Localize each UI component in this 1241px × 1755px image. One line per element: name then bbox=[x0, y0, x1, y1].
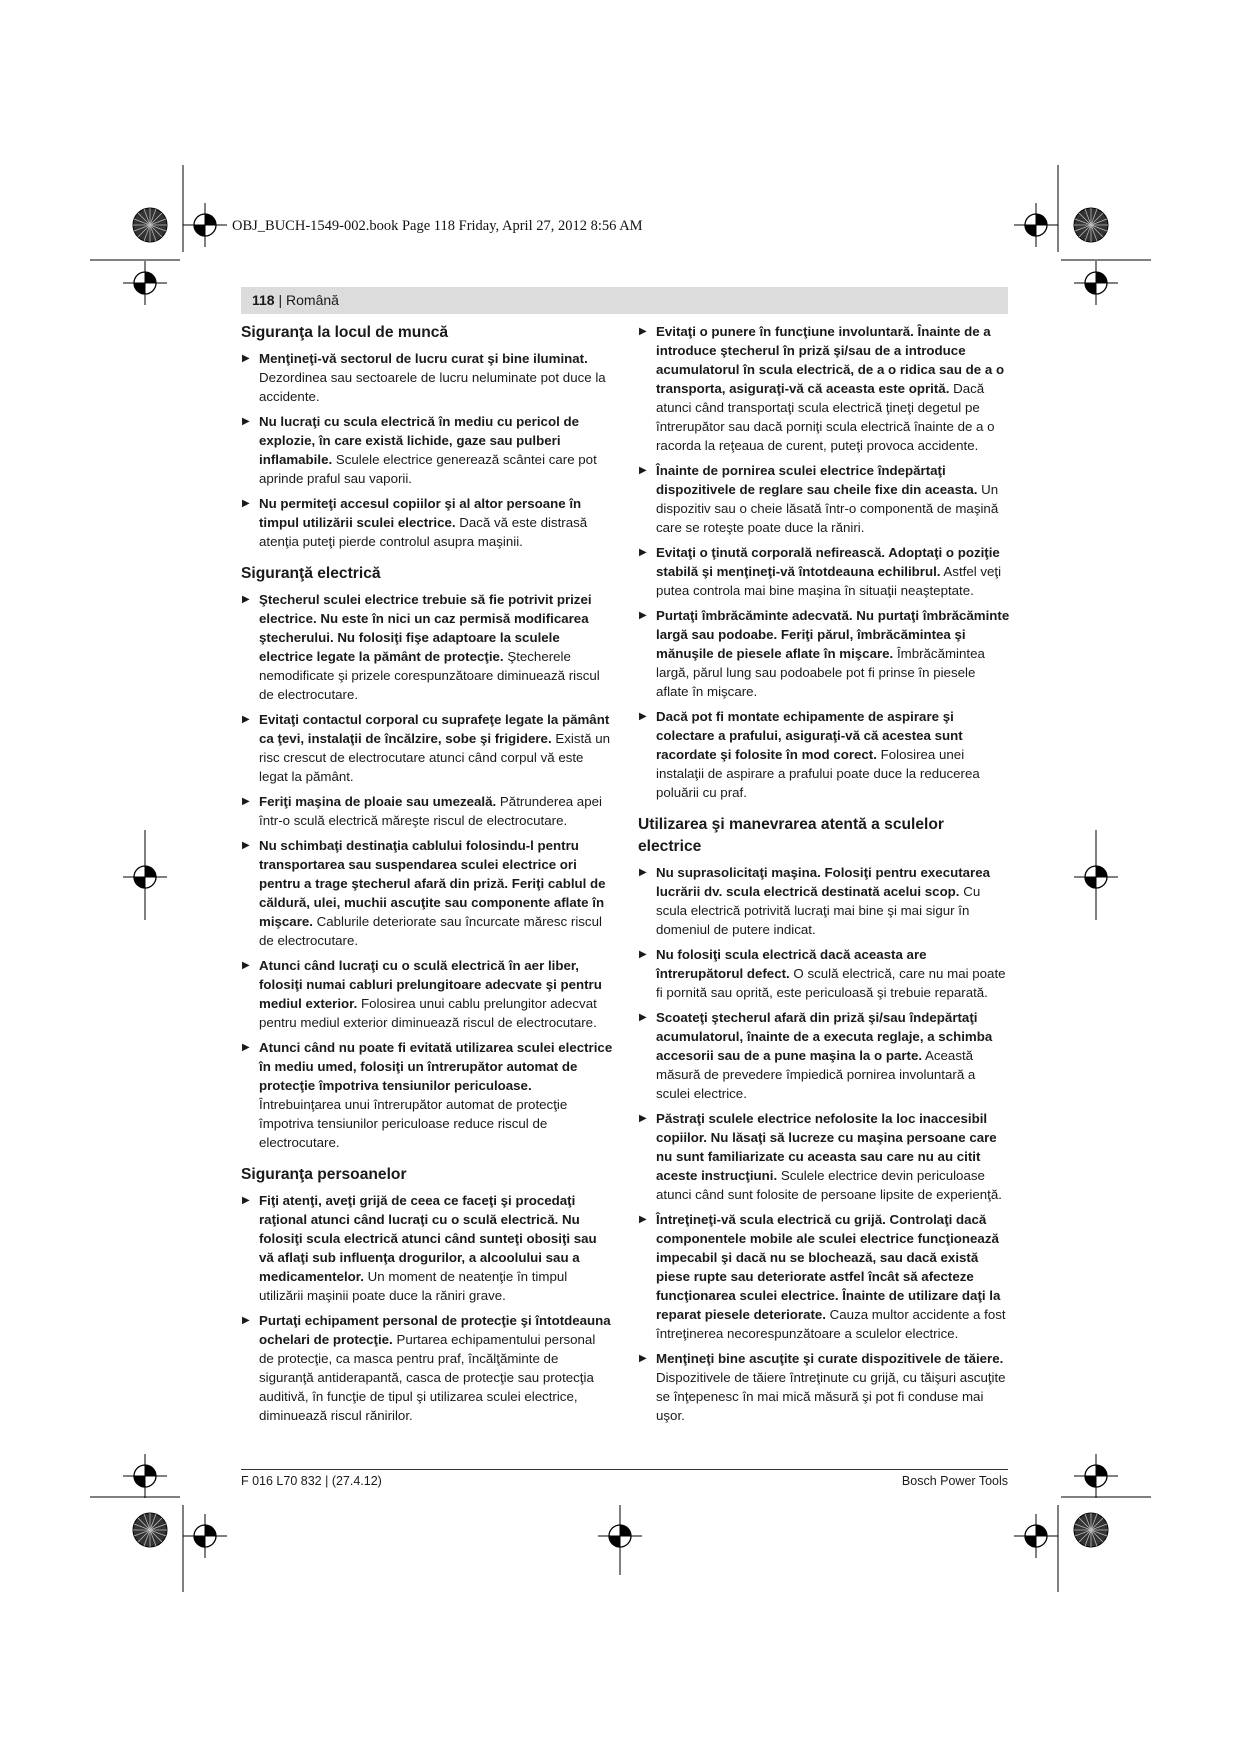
bullet-arrow-icon: ▶ bbox=[639, 711, 647, 722]
bullet-arrow-icon: ▶ bbox=[639, 326, 647, 337]
page-number: 118 bbox=[252, 292, 275, 308]
list-item: ▶ Purtaţi echipament personal de protecţie şi întotdeauna ochelari de protecţie. Purtarea echipamentului personal de protecţie, ca masca pentru praf, încălţăminte de siguranţă antiderapantă, casca de protecţie sau protecţia auditivă, în funcţie de tipul şi utilizarea sculei electrice, diminuează riscul rănirilor. bbox=[242, 1313, 611, 1423]
page-separator: | bbox=[274, 292, 287, 308]
page-language: Română bbox=[286, 292, 339, 308]
bullet-arrow-icon: ▶ bbox=[242, 416, 250, 427]
bullet-arrow-icon: ▶ bbox=[639, 1012, 647, 1023]
list-item: ▶ Nu schimbaţi destinaţia cablului folosindu-l pentru transportarea sau suspendarea sculei electrice ori pentru a trage ştecherul afară din priză. Feriţi cablul de căldură, ulei, muchii ascuţite sau componente aflate în mişcare. Cablurile deteriorate sau încurcate măresc riscul de electrocutare. bbox=[242, 838, 606, 948]
bullet-arrow-icon: ▶ bbox=[639, 949, 647, 960]
right-column bbox=[638, 322, 1010, 1431]
bullet-arrow-icon: ▶ bbox=[242, 1195, 250, 1206]
left-column bbox=[241, 322, 613, 1431]
list-item: ▶ Atunci când lucraţi cu o sculă electrică în aer liber, folosiţi numai cabluri prelungitoare adecvate şi pentru mediul exterior. Folosirea unui cablu prelungitor adecvat pentru mediul exterior diminuează riscul de electrocutare. bbox=[242, 958, 602, 1030]
section-title: Siguranţă electrică bbox=[241, 565, 381, 582]
section-title: Siguranţa la locul de muncă bbox=[241, 324, 449, 341]
bullet-arrow-icon: ▶ bbox=[242, 840, 250, 851]
list-item: ▶ Păstraţi sculele electrice nefolosite la loc inaccesibil copiilor. Nu lăsaţi să lucreze cu maşina persoane care nu sunt familiarizate cu aceasta sau care nu au citit aceste instrucţiuni. Sculele electrice devin periculoase atunci când sunt folosite de persoane lipsite de experienţă. bbox=[639, 1111, 1002, 1202]
list-item: ▶ Menţineţi-vă sectorul de lucru curat şi bine iluminat. Dezordinea sau sectoarele de lucru neluminate pot duce la accidente. bbox=[242, 351, 606, 404]
page-header-band bbox=[241, 287, 1008, 314]
list-item: ▶ Fiţi atenţi, aveţi grijă de ceea ce faceţi şi procedaţi raţional atunci când lucraţi cu o sculă electrică. Nu folosiţi scula electrică atunci când sunteţi obosiţi sau vă aflaţi sub influenţa drogurilor, a alcoolului sau a medicamentelor. Un moment de neatenţie în timpul utilizării maşinii poate duce la răniri grave. bbox=[242, 1193, 597, 1303]
list-item: ▶ Atunci când nu poate fi evitată utilizarea sculei electrice în mediu umed, folosiţi un întrerupător automat de protecţie împotriva tensiunilor periculoase. Întrebuinţarea unui întrerupător automat de protecţie împotriva tensiunilor periculoase reduce riscul de electrocutare. bbox=[242, 1040, 613, 1150]
list-item: ▶ Evitaţi o ţinută corporală nefirească. Adoptaţi o poziţie stabilă şi menţineţi-vă întotdeauna echilibrul. Astfel veţi putea controla mai bine maşina în situaţii neaşteptate. bbox=[639, 545, 1002, 598]
bullet-arrow-icon: ▶ bbox=[639, 1353, 647, 1364]
page-header bbox=[252, 292, 339, 308]
list-item: ▶ Nu folosiţi scula electrică dacă aceasta are întrerupătorul defect. O sculă electrică, care nu mai poate fi pornită sau oprită, este periculoasă şi trebuie reparată. bbox=[639, 947, 1006, 1000]
list-item: ▶ Dacă pot fi montate echipamente de aspirare şi colectare a prafului, asiguraţi-vă că acestea sunt racordate şi folosite în mod corect. Folosirea unei instalaţii de aspirare a prafului poate duce la reducerea poluării cu praf. bbox=[639, 709, 980, 800]
bullet-arrow-icon: ▶ bbox=[639, 610, 647, 621]
list-item: ▶ Înainte de pornirea sculei electrice îndepărtaţi dispozitivele de reglare sau cheile fixe din aceasta. Un dispozitiv sau o cheie lăsată într-o componentă de maşină care se roteşte poate duce la răniri. bbox=[639, 463, 999, 535]
list-item: ▶ Nu lucraţi cu scula electrică în mediu cu pericol de explozie, în care există lichide, gaze sau pulberi inflamabile. Sculele electrice generează scântei care pot aprinde praful sau vaporii. bbox=[242, 414, 597, 486]
bullet-arrow-icon: ▶ bbox=[242, 1042, 250, 1053]
bullet-arrow-icon: ▶ bbox=[639, 465, 647, 476]
bullet-arrow-icon: ▶ bbox=[242, 353, 250, 364]
bullet-arrow-icon: ▶ bbox=[639, 547, 647, 558]
bullet-arrow-icon: ▶ bbox=[242, 796, 250, 807]
bullet-arrow-icon: ▶ bbox=[242, 594, 250, 605]
section-title: Siguranţa persoanelor bbox=[241, 1166, 407, 1183]
bullet-arrow-icon: ▶ bbox=[639, 867, 647, 878]
list-item: ▶ Feriţi maşina de ploaie sau umezeală. Pătrunderea apei într-o sculă electrică măreşte riscul de electrocutare. bbox=[242, 794, 602, 828]
footer-brand: Bosch Power Tools bbox=[901, 1474, 1008, 1488]
book-header: OBJ_BUCH-1549-002.book Page 118 Friday, April 27, 2012 8:56 AM bbox=[232, 218, 643, 234]
list-item: ▶ Purtaţi îmbrăcăminte adecvată. Nu purtaţi îmbrăcăminte largă sau podoabe. Feriţi părul, îmbrăcămintea şi mănuşile de piesele aflate în mişcare. Îmbrăcămintea largă, părul lung sau podoabele pot fi prinse în piesele aflate în mişcare. bbox=[639, 608, 1010, 699]
list-item: ▶ Nu permiteţi accesul copiilor şi al altor persoane în timpul utilizării sculei electrice. Dacă vă este distrasă atenţia puteţi pierde controlul asupra maşinii. bbox=[242, 496, 588, 549]
list-item: ▶ Menţineţi bine ascuţite şi curate dispozitivele de tăiere. Dispozitivele de tăiere întreţinute cu grijă, cu tăişuri ascuţite se înţepenesc în mai mică măsură şi pot fi conduse mai uşor. bbox=[639, 1351, 1006, 1423]
list-item: ▶ Evitaţi o punere în funcţiune involuntară. Înainte de a introduce ştecherul în priză şi/sau de a introduce acumulatorul în scula electrică, de a o ridica sau de a o transporta, asiguraţi-vă că aceasta este oprită. Dacă atunci când transportaţi scula electrică ţineţi degetul pe întrerupător sau dacă porniţi scula electrică înainte de a o racorda la reţeaua de curent, puteţi provoca accidente. bbox=[639, 324, 1005, 453]
list-item: ▶ Evitaţi contactul corporal cu suprafeţe legate la pământ ca ţevi, instalaţii de încălzire, sobe şi frigidere. Există un risc crescut de electrocutare atunci când corpul vă este legat la pământ. bbox=[242, 712, 611, 784]
bullet-arrow-icon: ▶ bbox=[242, 960, 250, 971]
list-item: ▶ Ştecherul sculei electrice trebuie să fie potrivit prizei electrice. Nu este în nici un caz permisă modificarea ştecherului. Nu folosiţi fişe adaptoare la sculele electrice legate la pământ de protecţie. Ştecherele nemodificate şi prizele corespunzătoare diminuează riscul de electrocutare. bbox=[242, 592, 600, 702]
bullet-arrow-icon: ▶ bbox=[242, 498, 250, 509]
footer-divider bbox=[241, 1469, 1008, 1470]
footer-doc-code: F 016 L70 832 | (27.4.12) bbox=[241, 1474, 382, 1488]
bullet-arrow-icon: ▶ bbox=[242, 714, 250, 725]
section-title: Utilizarea şi manevrarea atentă a sculelor electrice bbox=[638, 816, 944, 855]
list-item: ▶ Întreţineţi-vă scula electrică cu grijă. Controlaţi dacă componentele mobile ale sculei electrice funcţionează impecabil şi dacă nu se blochează, sau dacă există piese rupte sau deteriorate astfel încât să afecteze funcţionarea sculei electrice. Înainte de utilizare daţi la reparat piesele deteriorate. Cauza multor accidente a fost întreţinerea necorespunzătoare a sculelor electrice. bbox=[639, 1212, 1006, 1341]
bullet-arrow-icon: ▶ bbox=[639, 1214, 647, 1225]
list-item: ▶ Scoateţi ştecherul afară din priză şi/sau îndepărtaţi acumulatorul, înainte de a executa reglaje, a schimba accesorii sau de a pune maşina la o parte. Această măsură de prevedere împiedică pornirea involuntară a sculei electrice. bbox=[639, 1010, 993, 1101]
bullet-arrow-icon: ▶ bbox=[242, 1315, 250, 1326]
list-item: ▶ Nu suprasolicitaţi maşina. Folosiţi pentru executarea lucrării dv. scula electrică destinată acelui scop. Cu scula electrică potrivită lucraţi mai bine şi mai sigur în domeniul de putere indicat. bbox=[639, 865, 990, 937]
bullet-arrow-icon: ▶ bbox=[639, 1113, 647, 1124]
